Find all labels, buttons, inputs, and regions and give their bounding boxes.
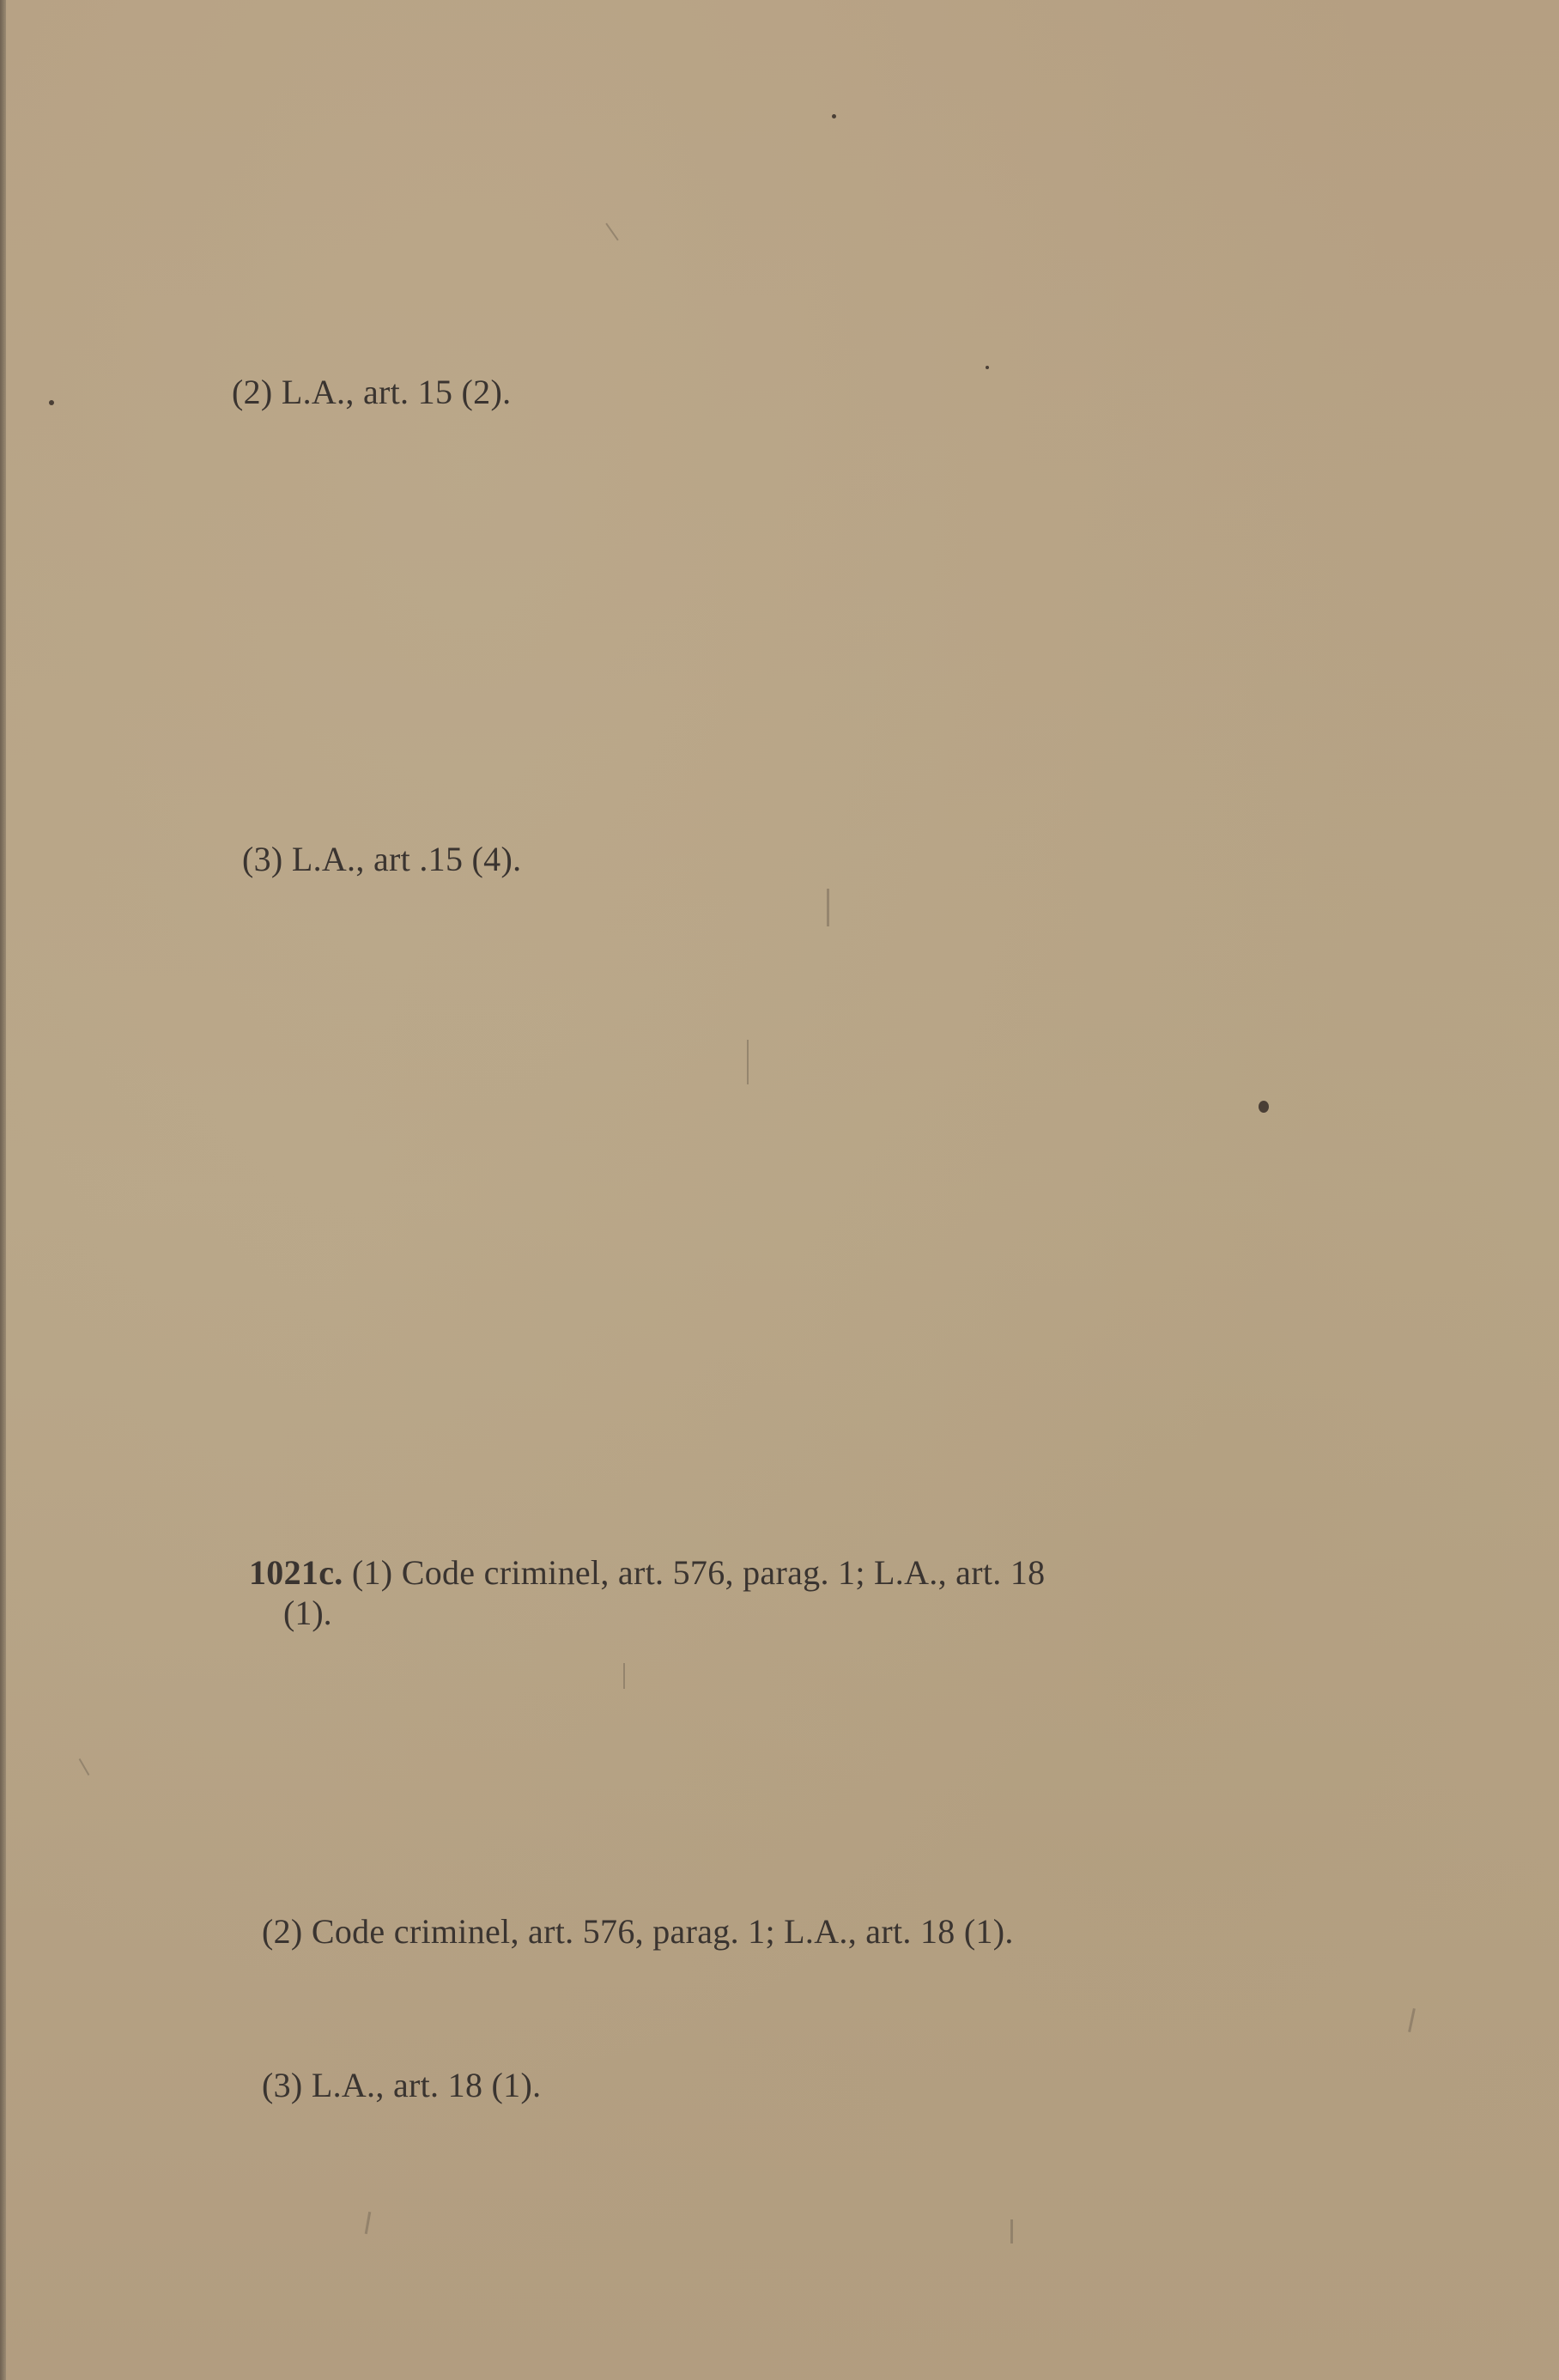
paper-fiber: [623, 1663, 625, 1689]
footnote-text: (1).: [283, 1594, 332, 1632]
paper-fiber: [747, 1040, 749, 1084]
page-binding-edge: [0, 0, 6, 2380]
footnote-line: [242, 839, 521, 880]
paper-fiber: [365, 2212, 371, 2234]
footnote-text: (2) L.A., art. 15 (2).: [232, 373, 512, 411]
paper-fiber: [79, 1758, 90, 1776]
footnote-line: [262, 2065, 541, 2106]
footnote-entry: [249, 1552, 1045, 1594]
entry-number: 1021c.: [249, 1553, 343, 1592]
paper-speck: [49, 400, 54, 405]
footnote-text: (3) L.A., art .15 (4).: [242, 840, 522, 878]
footnote-continuation: [283, 1593, 332, 1634]
footnote-text: (1) Code criminel, art. 576, parag. 1; L.A., art. 18: [351, 1553, 1046, 1592]
paper-fiber: [827, 889, 829, 926]
paper-fiber: [1010, 2219, 1013, 2243]
paper-fiber: [605, 223, 618, 241]
paper-fiber: [1408, 2008, 1416, 2032]
footnote-line: [232, 372, 511, 413]
footnote-line: [262, 1911, 1014, 1952]
paper-speck: [986, 366, 989, 369]
paper-speck: [1259, 1101, 1269, 1113]
paper-speck: [832, 114, 836, 118]
footnote-text: (2) Code criminel, art. 576, parag. 1; L.A., art. 18 (1).: [262, 1912, 1014, 1951]
footnote-text: (3) L.A., art. 18 (1).: [262, 2066, 542, 2104]
